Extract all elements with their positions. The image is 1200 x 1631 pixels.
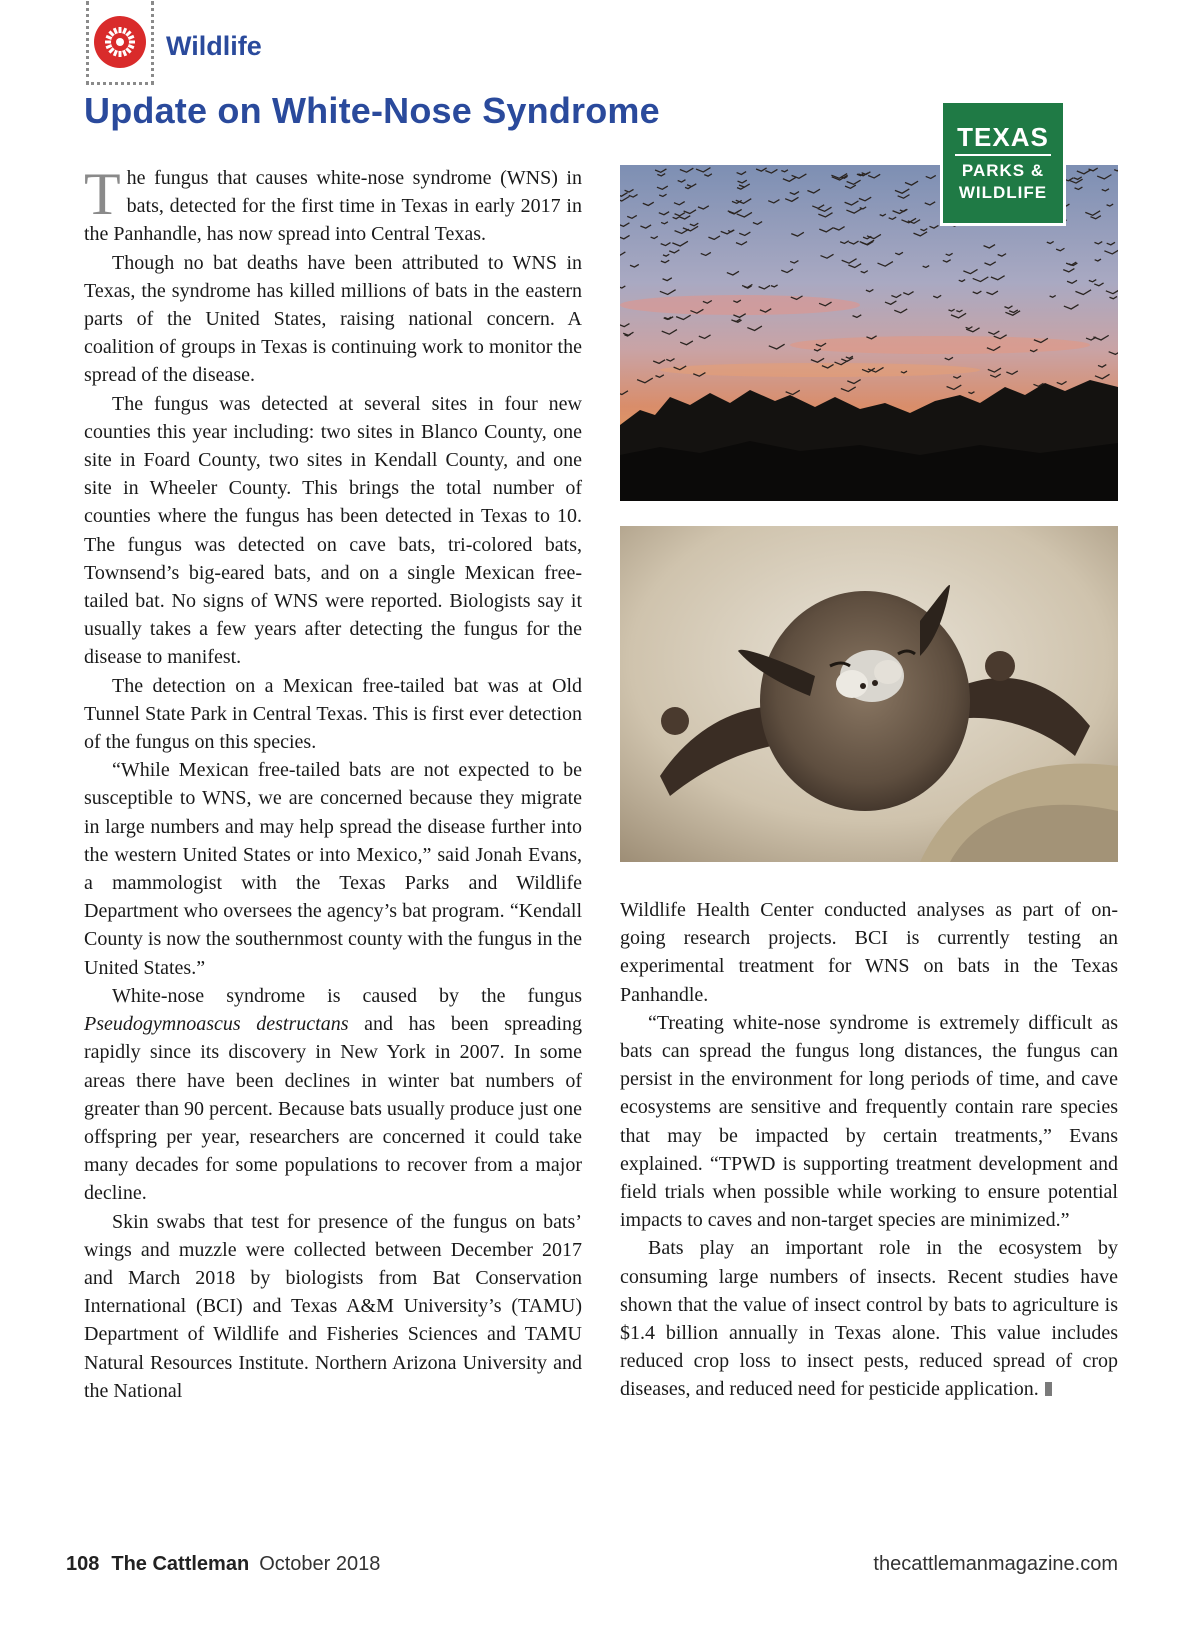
article-paragraph-7: Skin swabs that test for presence of the fungus on bats’ wings and muzzle were collected between December 2017 and March 2018 by biologists from Bat Conservation International (BCI) and Texas A&M University’s (TAMU) Department of Wildlife and Fisheries Sciences and TAMU Natural Resources Institute. Northern Arizona University and the National <box>84 1210 582 1402</box>
footer-left <box>66 1553 380 1576</box>
article-paragraph-5: “While Mexican free-tailed bats are not expected to be susceptible to WNS, we are concerned because they migrate in large numbers and may help spread the disease further into the western United States or into Mexico,” said Jonah Evans, a mammologist with the Texas Parks and Wildlife Department who oversees the agency’s bat program. “Kendall County is now the southernmost county with the fungus in the United States.” <box>84 759 582 979</box>
windmill-icon <box>94 16 146 68</box>
section-tag <box>86 0 262 86</box>
article-headline: Update on White-Nose Syndrome <box>84 90 660 131</box>
section-label: Wildlife <box>166 30 262 61</box>
article-paragraph-9: Bats play an important role in the ecosystem by consuming large numbers of insects. Recent studies have shown that the value of insect control by bats to agriculture is $1.4 billion annually in Texas alone. This value includes reduced crop loss to insect pests, reduced spread of crop diseases, and reduced need for pesticide application. <box>620 1237 1118 1401</box>
article-column-left <box>84 161 583 1405</box>
end-mark <box>1045 1382 1052 1396</box>
drop-cap: T <box>84 161 121 227</box>
page-footer <box>66 1549 1118 1579</box>
logo-line-parks: PARKS & <box>961 161 1045 180</box>
article-paragraph-7-continued: Wildlife Health Center conducted analyses as part of on-going research projects. BCI is currently testing an experimental treatment for WNS on bats in the Texas Panhandle. <box>620 899 1118 1006</box>
species-name: Pseudogymnoascus destructans <box>84 1013 349 1036</box>
magazine-name: The Cattleman <box>111 1552 250 1575</box>
article-paragraph-8: “Treating white-nose syndrome is extremely difficult as bats can spread the fungus long distances, the fungus can persist in the environment for long periods of time, and cave ecosystems are sensitive and frequently contain rare species that may be impacted by certain treatments,” Evans explained. “TPWD is supporting treatment development and field trials when possible while working to ensure potential impacts to caves and non-target species are minimized.” <box>620 1011 1118 1232</box>
article-paragraph-2: Though no bat deaths have been attributed to WNS in Texas, the syndrome has killed millions of bats in the eastern parts of the United States, raising national concern. A coalition of groups in Texas is continuing work to monitor the spread of the disease. <box>84 251 582 387</box>
article-paragraph-4: The detection on a Mexican free-tailed bat was at Old Tunnel State Park in Central Texas. This is first ever detection of the fungus on this species. <box>84 674 582 754</box>
article-column-right <box>620 896 1118 1404</box>
page-number: 108 <box>66 1552 100 1575</box>
article-paragraph-3: The fungus was detected at several sites in four new counties this year including: two sites in Blanco County, one site in Foard County, two sites in Kendall County, and one site in Wheeler County. This brings the total number of counties where the fungus has been detected in Texas to 10. The fungus was detected on cave bats, tri-colored bats, Townsend’s big-eared bats, and on a single Mexican free-tailed bat. No signs of WNS were reported. Biologists say it usually takes a few years after detecting the fungus for the disease to manifest. <box>84 392 582 669</box>
logo-line-texas: TEXAS <box>957 122 1049 152</box>
tpwd-logo <box>940 100 1066 226</box>
infected-bat-photo <box>620 526 1118 862</box>
issue-date: October 2018 <box>259 1552 381 1575</box>
section-icon-frame <box>86 1 154 85</box>
magazine-url[interactable]: thecattlemanmagazine.com <box>873 1552 1118 1575</box>
article-paragraph-6: White-nose syndrome is caused by the fungus Pseudogymnoascus destructans and has been spreading rapidly since its discovery in New York in 2007. In some areas there have been declines in winter bat numbers of greater than 90 percent. Because bats usually produce just one offspring per year, researchers are concerned it could take many decades for some populations to recover from a major decline. <box>84 984 583 1205</box>
logo-rule <box>955 154 1051 156</box>
article-paragraph-1: The fungus that causes white-nose syndrome (WNS) in bats, detected for the first time in Texas in early 2017 in the Panhandle, has now spread into Central Texas. <box>84 161 582 246</box>
tpwd-logo-badge <box>943 103 1063 223</box>
logo-line-wildlife: WILDLIFE <box>958 183 1048 202</box>
